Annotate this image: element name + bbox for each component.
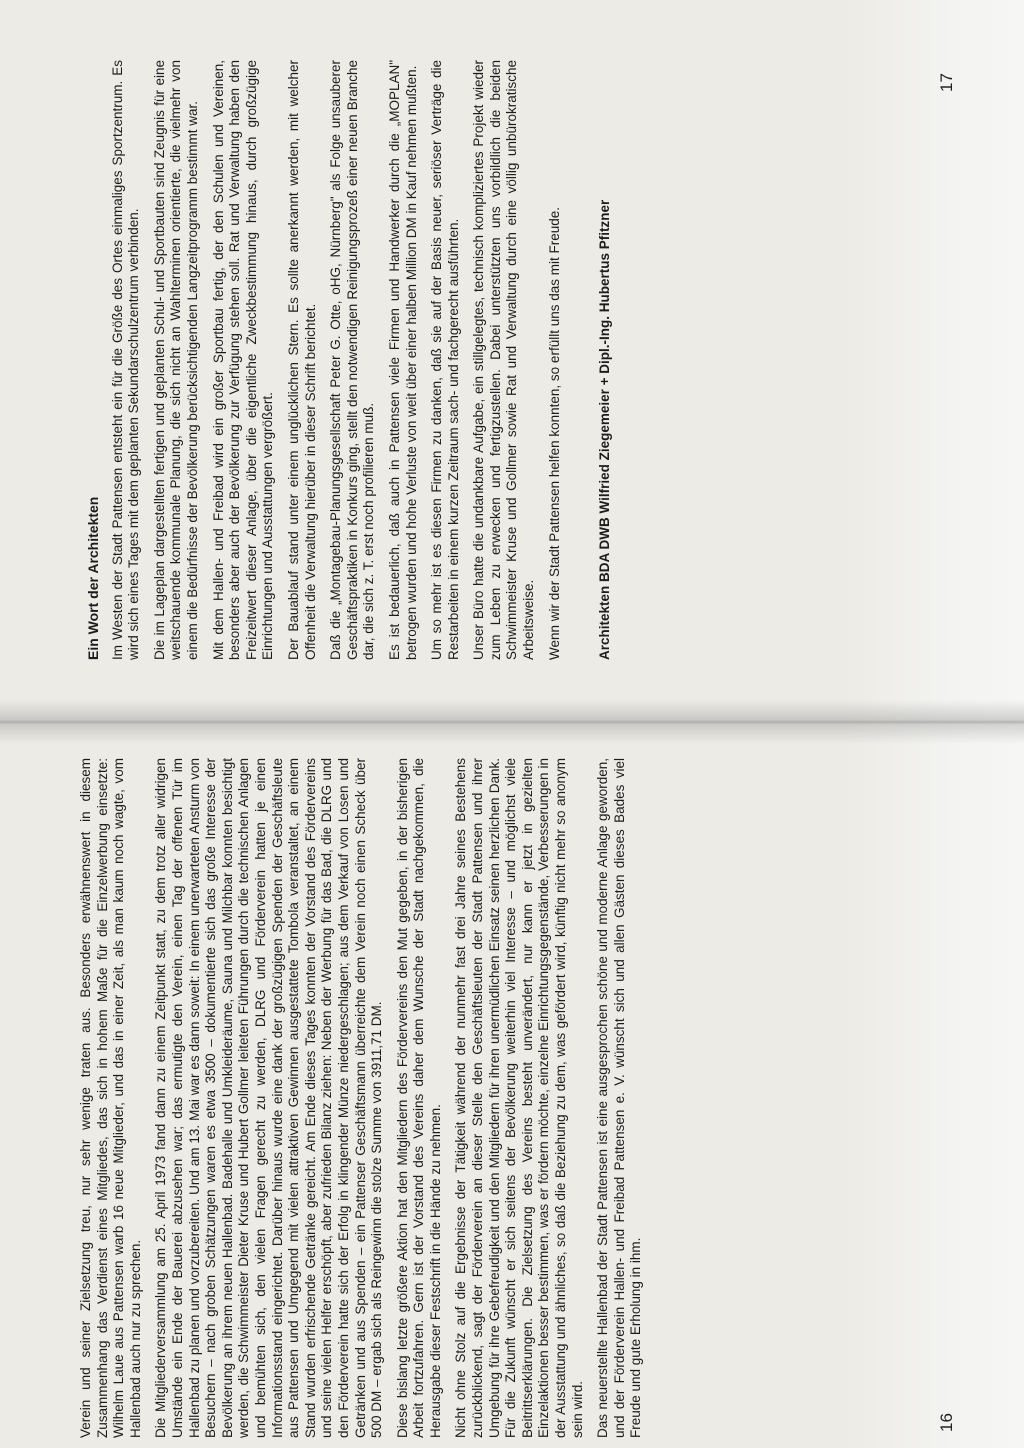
paragraph: Diese bislang letzte größere Aktion hat den Mitgliedern des Fördervereins den Mut gegeben, in der bisherigen Arbeit fortzufahren. Gern ist der Vorstand des Vereins daher dem Wunsche der Stadt nachgekommen, die Herausgabe dieser Festschrift in die Hände zu nehmen. [394,758,443,1438]
paragraph: Wenn wir der Stadt Pattensen helfen konnten, so erfüllt uns das mit Freude. [546,206,562,660]
paragraph: Mit dem Hallen- und Freibad wird ein großer Sportbau fertig, der den Schulen und Vereinen, besonders aber auch der Bevölkerung zur Verfügung stehen soll. Rat und Verwaltung haben den Freizeitwert dieser Anlage, über die eigentliche Zweckbestimmung hinaus, durch großzügige Einrichtungen und Ausstattungen vergrößert. [210,60,276,660]
center-fold [0,700,1024,744]
paragraph: Es ist bedauerlich, daß auch in Pattensen viele Firmen und Handwerker durch die „MOPLAN" betrogen wurden und hohe Verluste von weit über einer halben Million DM in Kauf nehmen mußten. [386,60,419,660]
paragraph: Das neuerstellte Hallenbad der Stadt Pattensen ist eine ausgesprochen schöne und moderne Anlage geworden, und der Förderverein Hallen- und Freibad Pattensen e. V. wünscht sich und allen Gästen dieses Bades viel Freude und gute Erholung in ihm. [595,758,644,1438]
paragraph: Die im Lageplan dargestellten fertigen und geplanten Schul- und Sportbauten sind Zeugnis für eine weitschauende kommunale Planung, die sich nicht an Wahlterminen orientierte, die vielmehr von einem die Bedürfnisse der Bevölkerung berücksichtigenden Langzeitprogramm bestimmt war. [151,60,200,660]
paragraph: Um so mehr ist es diesen Firmen zu danken, daß sie auf der Basis neuer, seriöser Verträge die Restarbeiten in einem kurzen Zeitraum sach- und fachgerecht ausführten. [429,60,461,660]
page-16-text-column [78,758,654,1438]
page-number-16: 16 [937,1413,956,1432]
page-17-text-column [85,60,623,660]
paragraph: Verein und seiner Zielsetzung treu, nur sehr wenige traten aus. Besonders erwähnenswert in diesem Zusammenhang das Verdienst eines Mitgliedes, das sich in hohem Maße für die Einzelwerbung einsetzte: Wilhelm Laue aus Pattensen warb 16 neue Mitglieder, und das in einer Zeit, als man kaum noch wagte, vom Hallenbad auch nur zu sprechen. [78,758,143,1438]
paragraph: Der Bauablauf stand unter einem unglücklichen Stern. Es sollte anerkannt werden, mit welcher Offenheit die Verwaltung hierüber in dieser Schrift berichtet. [285,60,318,660]
paragraph: Daß die „Montagebau-Planungsgesellschaft Peter G. Otte, oHG, Nürnberg" als Folge unsauberer Geschäftspraktiken in Konkurs ging, stellt den notwendigen Reinigungsprozeß einer neuen Branche dar, die sich z. T. erst noch profilieren muß. [328,60,377,660]
page-number-17: 17 [937,73,956,92]
paragraph: Die Mitgliederversammlung am 25. April 1973 fand dann zu einem Zeitpunkt statt, zu dem trotz aller widrigen Umstände ein Ende der Bauerei abzusehen war; das ermutigte den Verein, einen Tag der offenen Tür im Hallenbad zu planen und vorzubereiten. Und am 13. Mai war es dann soweit: In einem unerwarteten Ansturm von Besuchern – nach groben Schätzungen waren es etwa 3500 – dokumentierte sich das große Interesse der Bevölkerung an ihrem neuen Hallenbad. Badehalle und Umkleideräume, Sauna und Milchbar konnten besichtigt werden, die Schwimmeister Dieter Kruse und Hubert Gollmer leiteten Führungen durch die technischen Anlagen und bemühten sich, den vielen Fragen gerecht zu werden, DLRG und Förderverein hatten je einen Informationsstand eingerichtet. Darüber hinaus wurde eine dank der großzügigen Spenden der Geschäftsleute aus Pattensen und Umgegend mit vielen attraktiven Gewinnen ausgestattete Tombola veranstaltet, an einem Stand wurden erfrischende Getränke gereicht. Am Ende dieses Tages konnten der Vorstand des Fördervereins und seine vielen Helfer erschöpft, aber zufrieden Bilanz ziehen: Neben der Werbung für das Bad, die DLRG und den Förderverein hatte sich der Erfolg in klingender Münze niedergeschlagen; aus dem Verkauf von Losen und Getränken und aus Spenden – ein Pattenser Geschäftsmann überreichte dem Verein noch einen Scheck über 500 DM – ergab sich als Reingewinn die stolze Summe von 3911,71 DM. [153,758,385,1438]
section-heading: Ein Wort der Architekten [85,496,101,660]
architects-signature: Architekten BDA DWB Wilfried Ziegemeier + Dipl.-Ing. Hubertus Pfitzner [597,199,613,660]
paragraph: Nicht ohne Stolz auf die Ergebnisse der Tätigkeit während der nunmehr fast drei Jahre seines Bestehens zurückblickend, sagt der Förderverein an dieser Stelle den Geschäftsleuten der Stadt Pattensen und ihrer Umgebung für ihre Gebefreudigkeit und den Mitgliedern für ihren unermüdlichen Einsatz seinen herzlichen Dank. Für die Zukunft wünscht er sich seitens der Bevölkerung weiterhin viel Interesse – und möglichst viele Beitrittserklärungen. Die Zielsetzung des Vereins besteht unverändert, nur kann er jetzt in gezielten Einzelaktionen besser bestimmen, was er fördern möchte, einzelne Einrichtungsgegenstände, Verbesserungen in der Ausstattung und ähnliches, so daß die Beziehung zu dem, was gefördert wird, künftig nicht mehr so anonym sein wird. [453,758,585,1438]
paragraph: Unser Büro hatte die undankbare Aufgabe, ein stillgelegtes, technisch kompliziertes Projekt wieder zum Leben zu erwecken und fertigzustellen. Dabei unterstützten uns vorbildlich die beiden Schwimmeister Kruse und Gollmer sowie Rat und Verwaltung durch eine völlig unbürokratische Arbeitsweise. [471,60,537,660]
paragraph: Im Westen der Stadt Pattensen entsteht ein für die Größe des Ortes einmaliges Sportzentrum. Es wird sich eines Tages mit dem geplanten Sekundarschulzentrum verbinden. [109,60,142,660]
